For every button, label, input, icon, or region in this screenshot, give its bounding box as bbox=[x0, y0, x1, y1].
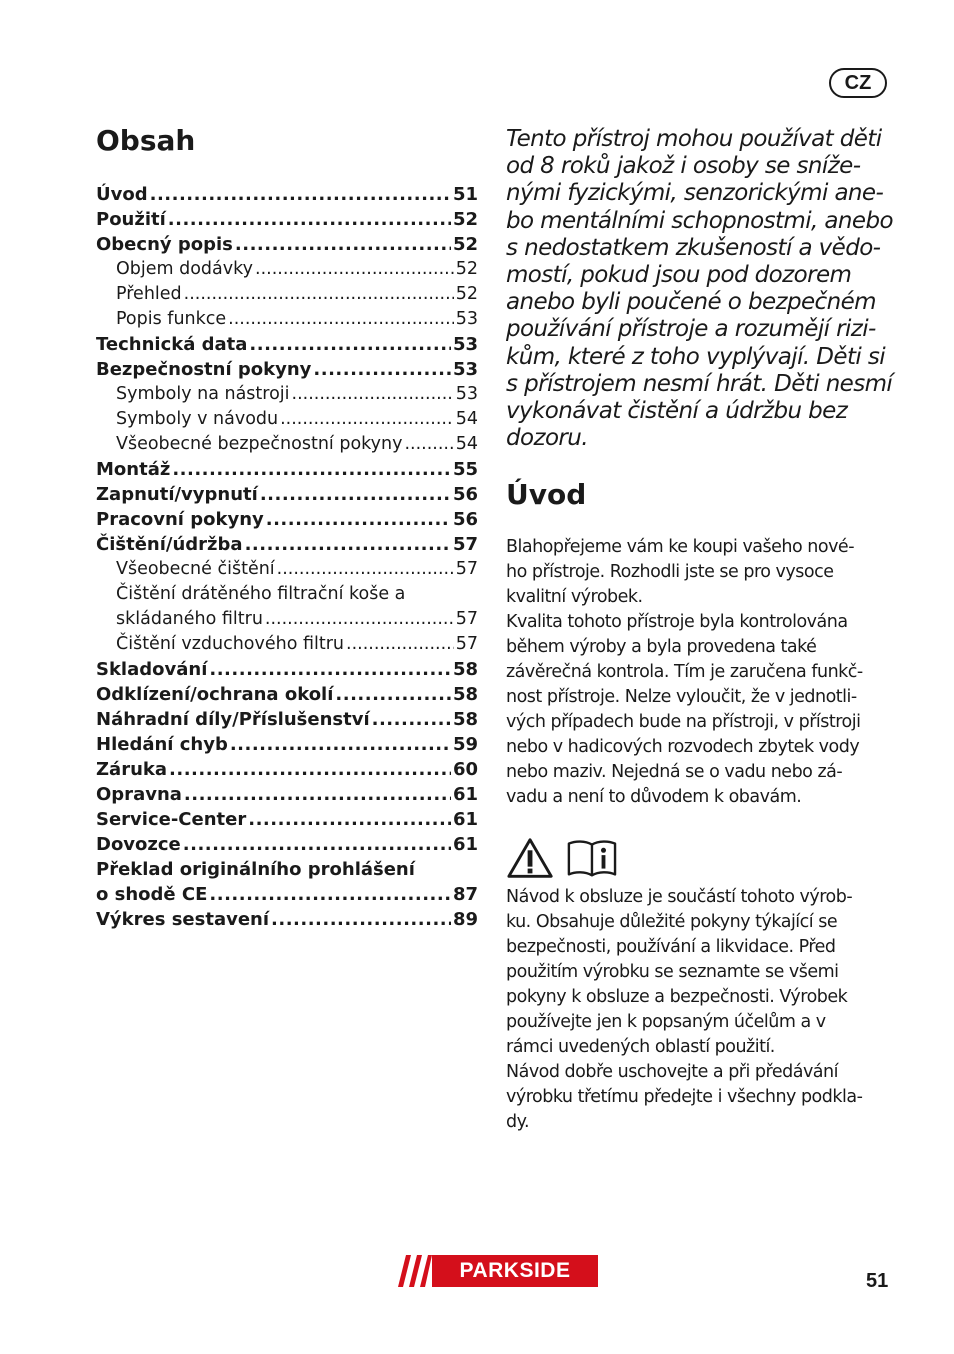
text-line: dy. bbox=[506, 1112, 530, 1132]
toc-entry-page: 54 bbox=[455, 434, 478, 454]
toc-entry-page: 55 bbox=[452, 459, 478, 480]
text-line: s nedostatkem zkušeností a vědo- bbox=[506, 234, 881, 261]
toc-entry-page: 59 bbox=[452, 734, 478, 755]
toc-leader-dots bbox=[150, 182, 451, 207]
text-line: od 8 roků jakož i osoby se sníže- bbox=[506, 153, 861, 180]
toc-entry-label: Technická data bbox=[96, 334, 248, 355]
toc-leader-dots bbox=[280, 407, 454, 432]
toc-leader-dots bbox=[230, 732, 451, 757]
text-line: závěrečná kontrola. Tím je zaručena funkč- bbox=[506, 662, 863, 682]
toc-leader-dots bbox=[277, 557, 454, 582]
text-line: Blahopřejeme vám ke koupi vašeho nové- bbox=[506, 537, 855, 557]
toc-entry-page: 89 bbox=[452, 909, 478, 930]
toc-leader-dots bbox=[249, 332, 451, 357]
toc-entry-label: Opravna bbox=[96, 784, 182, 805]
toc-entry bbox=[96, 532, 478, 557]
brand-name: PARKSIDE bbox=[432, 1255, 598, 1287]
toc-entry bbox=[96, 632, 478, 657]
text-line: s přístrojem nesmí hrát. Děti nesmí bbox=[506, 370, 893, 397]
toc-entry bbox=[96, 857, 478, 882]
toc-entry-label: Čištění vzduchového filtru bbox=[116, 634, 345, 654]
table-of-contents bbox=[96, 182, 478, 932]
toc-leader-dots bbox=[183, 832, 451, 857]
toc-entry bbox=[96, 382, 478, 407]
toc-entry-label: Pracovní pokyny bbox=[96, 509, 264, 530]
text-line: během výroby a byla provedena také bbox=[506, 637, 817, 657]
toc-entry bbox=[96, 782, 478, 807]
toc-leader-dots bbox=[265, 607, 454, 632]
toc-entry-label: Všeobecné bezpečnostní pokyny bbox=[116, 434, 403, 454]
toc-entry bbox=[96, 432, 478, 457]
toc-entry-page: 53 bbox=[452, 334, 478, 355]
manual-paragraph bbox=[506, 885, 898, 1135]
toc-entry-label: Hledání chyb bbox=[96, 734, 228, 755]
toc-leader-dots bbox=[228, 307, 454, 332]
text-line: ku. Obsahuje důležité pokyny týkající se bbox=[506, 912, 838, 932]
toc-entry-page: 58 bbox=[452, 684, 478, 705]
text-line: bo mentálními schopnostmi, anebo bbox=[506, 207, 893, 234]
toc-entry bbox=[96, 307, 478, 332]
toc-entry-label: Čištění/údržba bbox=[96, 534, 243, 555]
toc-entry bbox=[96, 657, 478, 682]
text-line: ho přístroje. Rozhodli jste se pro vysoce bbox=[506, 562, 834, 582]
toc-entry-page: 52 bbox=[452, 209, 478, 230]
toc-leader-dots bbox=[245, 532, 451, 557]
toc-entry bbox=[96, 807, 478, 832]
toc-entry-page: 56 bbox=[452, 509, 478, 530]
text-line: vadu a není to důvodem k obavám. bbox=[506, 787, 802, 807]
toc-entry-label: Překlad originálního prohlášení bbox=[96, 859, 415, 880]
toc-leader-dots bbox=[184, 782, 451, 807]
toc-leader-dots bbox=[184, 282, 454, 307]
text-line: Návod k obsluze je součástí tohoto výrob- bbox=[506, 887, 853, 907]
text-line: nebo maziv. Nejedná se o vadu nebo zá- bbox=[506, 762, 843, 782]
toc-entry-label: Odklízení/ochrana okolí bbox=[96, 684, 334, 705]
toc-leader-dots bbox=[292, 382, 454, 407]
toc-leader-dots bbox=[209, 657, 451, 682]
toc-entry-page: 61 bbox=[452, 809, 478, 830]
safety-notice bbox=[506, 126, 898, 452]
toc-leader-dots bbox=[346, 632, 454, 657]
text-line: nebo v hadicových rozvodech zbytek vody bbox=[506, 737, 860, 757]
toc-entry-page: 52 bbox=[455, 284, 478, 304]
toc-leader-dots bbox=[260, 482, 451, 507]
toc-leader-dots bbox=[313, 357, 451, 382]
toc-entry-page: 52 bbox=[452, 234, 478, 255]
toc-entry bbox=[96, 832, 478, 857]
symbol-row bbox=[506, 835, 618, 881]
toc-entry bbox=[96, 282, 478, 307]
toc-entry-page: 54 bbox=[455, 409, 478, 429]
intro-paragraph bbox=[506, 535, 898, 810]
toc-entry-page: 53 bbox=[452, 359, 478, 380]
text-line: používejte jen k popsaným účelům a v bbox=[506, 1012, 826, 1032]
text-line: anebo byli poučené o bezpečném bbox=[506, 289, 876, 316]
toc-entry-label: Výkres sestavení bbox=[96, 909, 270, 930]
toc-entry bbox=[96, 182, 478, 207]
toc-leader-dots bbox=[169, 757, 451, 782]
toc-entry-page: 61 bbox=[452, 784, 478, 805]
page-number: 51 bbox=[866, 1270, 889, 1292]
text-line: používání přístroje a rozumějí rizi- bbox=[506, 316, 876, 343]
section-heading-uvod: Úvod bbox=[506, 478, 587, 511]
toc-entry bbox=[96, 332, 478, 357]
text-line: dozoru. bbox=[506, 425, 588, 452]
toc-entry bbox=[96, 257, 478, 282]
toc-entry-label: Popis funkce bbox=[116, 309, 227, 329]
toc-leader-dots bbox=[335, 682, 451, 707]
toc-entry-page: 57 bbox=[455, 559, 478, 579]
toc-leader-dots bbox=[404, 432, 453, 457]
toc-entry-label: Obecný popis bbox=[96, 234, 233, 255]
toc-entry bbox=[96, 482, 478, 507]
toc-entry bbox=[96, 232, 478, 257]
toc-entry-label: Úvod bbox=[96, 184, 148, 205]
toc-entry-label: Bezpečnostní pokyny bbox=[96, 359, 312, 380]
toc-entry-label: Symboly v návodu bbox=[116, 409, 279, 429]
toc-entry bbox=[96, 507, 478, 532]
toc-entry bbox=[96, 207, 478, 232]
toc-entry-label: o shodě CE bbox=[96, 884, 208, 905]
text-line: nými fyzickými, senzorickými ane- bbox=[506, 180, 884, 207]
toc-entry-label: Skladování bbox=[96, 659, 208, 680]
text-line: vykonávat čistění a údržbu bez bbox=[506, 398, 848, 425]
text-line: Návod dobře uschovejte a při předávání bbox=[506, 1062, 838, 1082]
toc-entry bbox=[96, 682, 478, 707]
toc-entry bbox=[96, 732, 478, 757]
toc-entry bbox=[96, 907, 478, 932]
toc-entry bbox=[96, 582, 478, 607]
toc-entry-page: 53 bbox=[455, 384, 478, 404]
toc-entry bbox=[96, 607, 478, 632]
toc-entry bbox=[96, 707, 478, 732]
text-line: pokyny k obsluze a bezpečnosti. Výrobek bbox=[506, 987, 848, 1007]
toc-entry-label: Objem dodávky bbox=[116, 259, 253, 279]
toc-leader-dots bbox=[235, 232, 451, 257]
logo-stripes-icon bbox=[394, 1255, 432, 1287]
toc-entry-page: 56 bbox=[452, 484, 478, 505]
toc-entry-label: skládaného filtru bbox=[116, 609, 263, 629]
toc-leader-dots bbox=[168, 207, 451, 232]
text-line: výrobku třetímu předejte i všechny podkla- bbox=[506, 1087, 863, 1107]
toc-leader-dots bbox=[248, 807, 451, 832]
toc-leader-dots bbox=[255, 257, 454, 282]
toc-entry-label: Montáž bbox=[96, 459, 171, 480]
toc-entry-page: 87 bbox=[452, 884, 478, 905]
toc-entry bbox=[96, 457, 478, 482]
manual-info-icon bbox=[566, 838, 618, 878]
toc-leader-dots bbox=[172, 457, 451, 482]
toc-entry-page: 60 bbox=[452, 759, 478, 780]
toc-leader-dots bbox=[271, 907, 451, 932]
toc-entry-page: 58 bbox=[452, 709, 478, 730]
toc-leader-dots bbox=[266, 507, 451, 532]
text-line: rámci uvedených oblastí použití. bbox=[506, 1037, 775, 1057]
language-badge: CZ bbox=[829, 68, 887, 98]
toc-entry-page: 51 bbox=[452, 184, 478, 205]
toc-entry bbox=[96, 407, 478, 432]
toc-entry-label: Přehled bbox=[116, 284, 182, 304]
brand-logo bbox=[394, 1255, 598, 1287]
toc-entry-page: 57 bbox=[452, 534, 478, 555]
text-line: použitím výrobku se seznamte se všemi bbox=[506, 962, 839, 982]
toc-entry-label: Symboly na nástroji bbox=[116, 384, 290, 404]
text-line: Tento přístroj mohou používat děti bbox=[506, 126, 882, 152]
toc-entry-label: Dovozce bbox=[96, 834, 181, 855]
toc-entry-label: Všeobecné čištění bbox=[116, 559, 275, 579]
text-line: bezpečnosti, používání a likvidace. Před bbox=[506, 937, 836, 957]
toc-leader-dots bbox=[209, 882, 451, 907]
toc-entry-label: Service-Center bbox=[96, 809, 247, 830]
toc-entry bbox=[96, 757, 478, 782]
toc-entry-page: 57 bbox=[455, 609, 478, 629]
text-line: nost přístroje. Nelze vyloučit, že v jednotli- bbox=[506, 687, 857, 707]
toc-entry-page: 58 bbox=[452, 659, 478, 680]
text-line: mostí, pokud jsou pod dozorem bbox=[506, 262, 852, 289]
toc-entry-page: 61 bbox=[452, 834, 478, 855]
toc-entry-page: 52 bbox=[455, 259, 478, 279]
warning-icon bbox=[506, 836, 554, 880]
toc-entry bbox=[96, 557, 478, 582]
toc-entry-label: Náhradní díly/Příslušenství bbox=[96, 709, 370, 730]
toc-leader-dots bbox=[372, 707, 451, 732]
toc-entry-label: Čištění drátěného filtrační koše a bbox=[116, 584, 406, 604]
toc-entry-label: Zapnutí/vypnutí bbox=[96, 484, 258, 505]
toc-entry bbox=[96, 357, 478, 382]
text-line: Kvalita tohoto přístroje byla kontrolována bbox=[506, 612, 848, 632]
toc-entry-page: 53 bbox=[455, 309, 478, 329]
toc-entry-label: Záruka bbox=[96, 759, 168, 780]
text-line: vých případech bude na přístroji, v přístroji bbox=[506, 712, 861, 732]
toc-entry-page: 57 bbox=[455, 634, 478, 654]
toc-title: Obsah bbox=[96, 124, 196, 157]
toc-entry bbox=[96, 882, 478, 907]
text-line: kvalitní výrobek. bbox=[506, 587, 643, 607]
toc-entry-label: Použití bbox=[96, 209, 166, 230]
text-line: kům, které z toho vyplývají. Děti si bbox=[506, 343, 886, 370]
